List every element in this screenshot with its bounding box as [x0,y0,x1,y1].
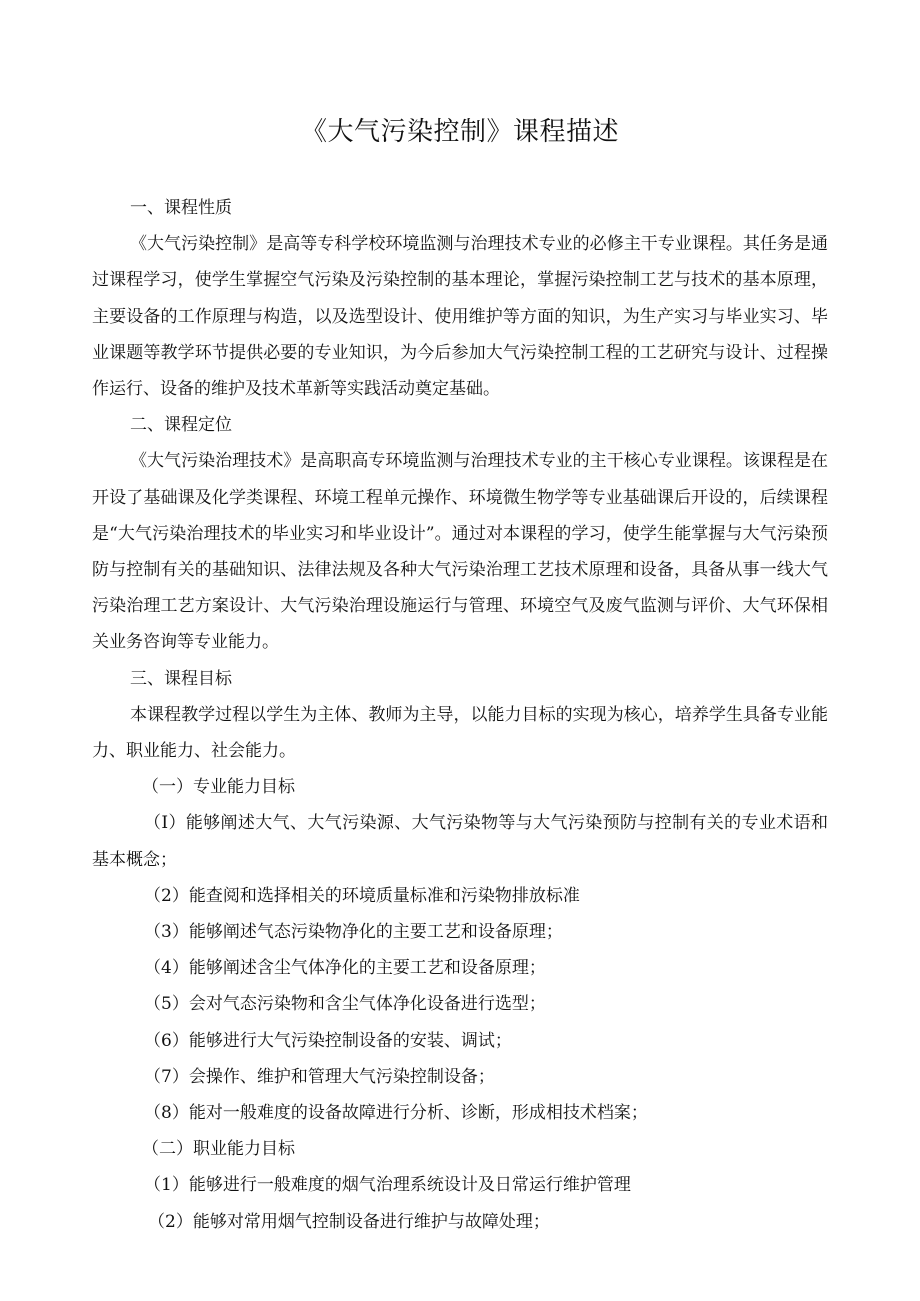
list-item: （3）能够阐述气态污染物净化的主要工艺和设备原理； [144,922,563,943]
section-heading-positioning: 二、课程定位 [130,415,232,436]
list-item: （2）能够对常用烟气控制设备进行维护与故障处理； [148,1211,550,1232]
section-body-nature: 《大气污染控制》是高等专科学校环境监测与治理技术专业的必修主干专业课程。其任务是通过课程学习，使学生掌握空气污染及污染控制的基本理论，掌握污染控制工艺与技术的基本原理，主要设备的工作原理与构造，以及选型设计、使用维护等方面的知识，为生产实习与毕业实习、毕业课题等教学环节提供必要的专业知识，为今后参加大气污染控制工程的工艺研究与设计、过程操作运行、设备的维护及技术革新等实践活动奠定基础。 [92,234,828,400]
list-item: （I）能够阐述大气、大气污染源、大气污染物等与大气污染预防与控制有关的专业术语和基本概念； [92,813,828,870]
list-item: （7）会操作、维护和管理大气污染控制设备； [144,1066,495,1087]
list-item: （1）能够进行一般难度的烟气治理系统设计及日常运行维护管理 [144,1175,631,1196]
list-item: （2）能查阅和选择相关的环境质量标准和污染物排放标准 [144,885,580,906]
subsection-heading-vocational: （二）职业能力目标 [142,1139,295,1160]
list-item: （8）能对一般难度的设备故障进行分析、诊断，形成相技术档案； [144,1103,648,1124]
document-body [92,190,828,1240]
list-item: （5）会对气态污染物和含尘气体净化设备进行选型； [144,994,546,1015]
subsection-heading-professional: （一）专业能力目标 [142,777,295,798]
section-heading-nature: 一、课程性质 [130,198,232,218]
list-item: （4）能够阐述含尘气体净化的主要工艺和设备原理； [144,958,546,979]
list-item: （6）能够进行大气污染控制设备的安装、调试； [144,1030,512,1051]
section-body-objectives: 本课程教学过程以学生为主体、教师为主导，以能力目标的实现为核心，培养学生具备专业能力、职业能力、社会能力。 [92,704,828,762]
section-heading-objectives: 三、课程目标 [130,668,232,689]
document-title: 《大气污染控制》课程描述 [300,117,619,147]
section-body-positioning: 《大气污染治理技术》是高职高专环境监测与治理技术专业的主干核心专业课程。该课程是在开设了基础课及化学类课程、环境工程单元操作、环境微生物学等专业基础课后开设的，后续课程是“大气污染治理技术的毕业实习和毕业设计”。通过对本课程的学习，使学生能掌握与大气污染预防与控制有关的基础知识、法律法规及各种大气污染治理工艺技术原理和设备，具备从事一线大气污染治理工艺方案设计、大气污染治理设施运行与管理、环境空气及废气监测与评价、大气环保相关业务咨询等专业能力。 [92,451,828,653]
